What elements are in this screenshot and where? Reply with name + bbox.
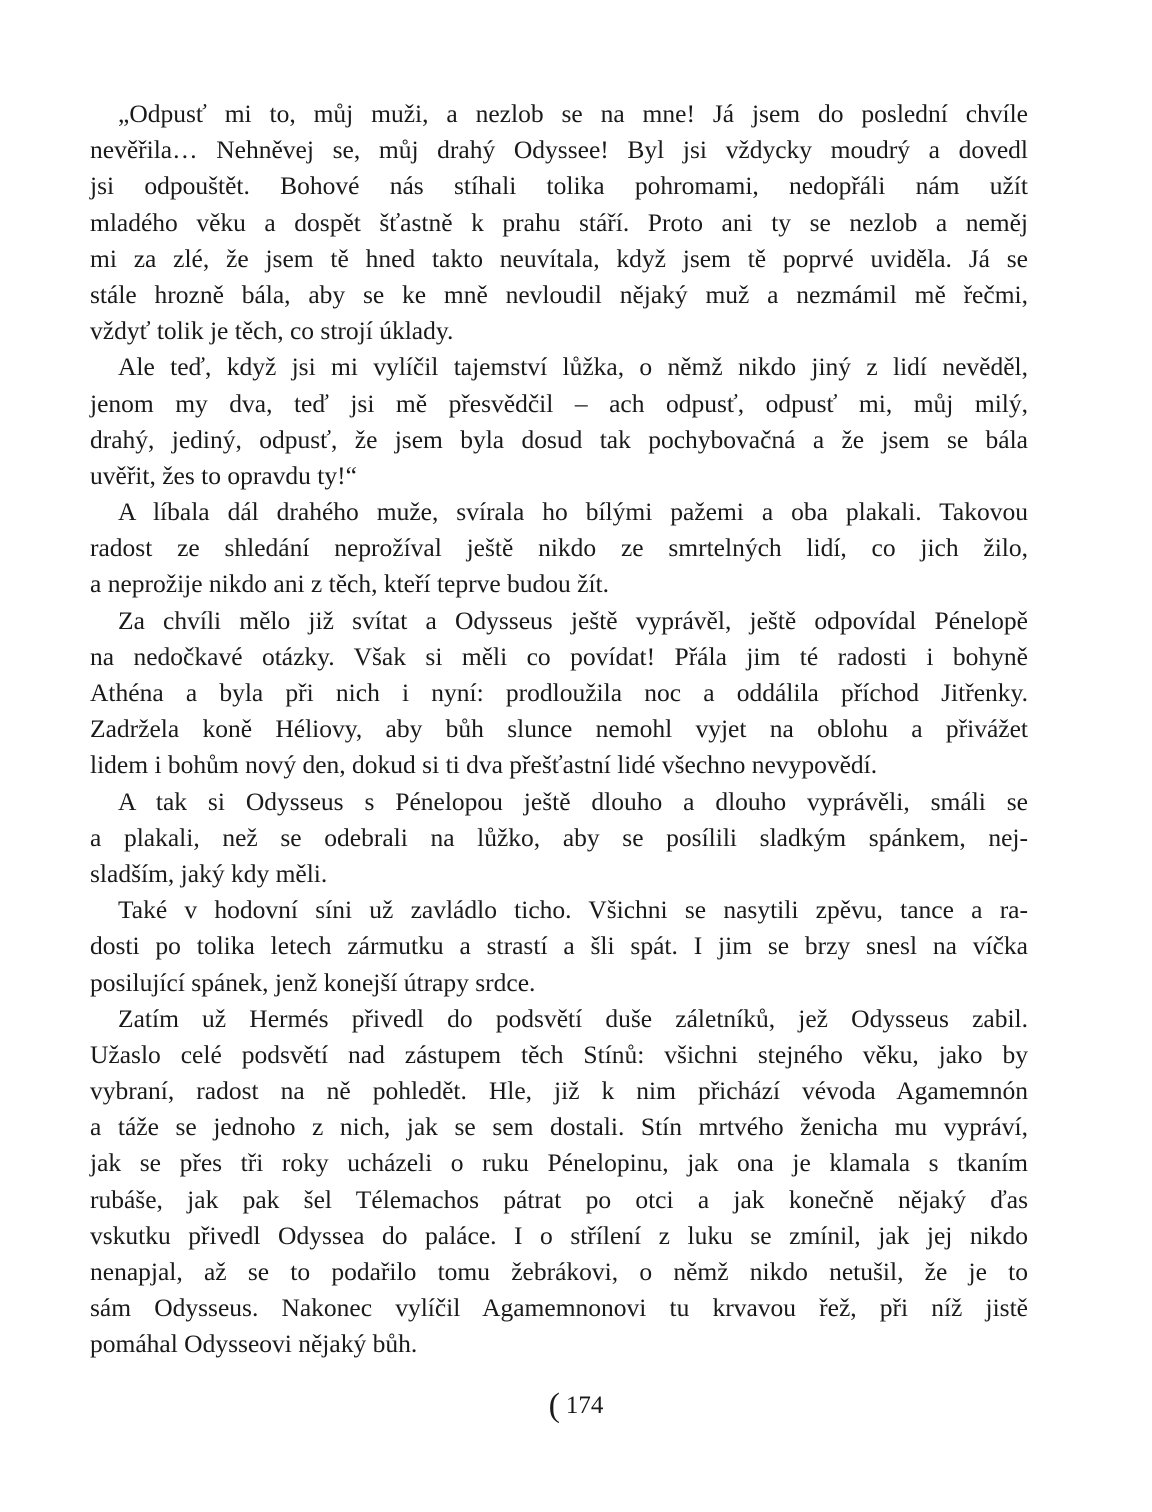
text-line: mladého věku a dospět šťastně k prahu stáří. Proto ani ty se nezlob a neměj xyxy=(90,207,1028,237)
text-line: drahý, jediný, odpusť, že jsem byla dosud tak pochybovačná a že jsem se bála xyxy=(90,424,1028,454)
text-line: Athéna a byla při nich i nyní: prodloužila noc a oddálila příchod Jitřenky. xyxy=(90,678,1028,707)
text-line: „Odpusť mi to, můj muži, a nezlob se na mne! Já jsem do poslední chvíle xyxy=(118,99,1028,128)
paragraph xyxy=(90,494,1028,603)
text-line: Také v hodovní síni už zavládlo ticho. Všichni se nasytili zpěvu, tance a ra- xyxy=(118,895,1028,925)
text-line: A tak si Odysseus s Pénelopou ještě dlouho a dlouho vyprávěli, smáli se xyxy=(118,786,1028,816)
text-line: jsi odpouštět. Bohové nás stíhali tolika pohromami, nedopřáli nám užít xyxy=(90,171,1028,201)
text-line: radost ze shledání neprožíval ještě nikdo ze smrtelných lidí, co jich žilo, xyxy=(90,533,1028,563)
text-line: a neprožije nikdo ani z těch, kteří teprve budou žít. xyxy=(90,569,610,599)
text-line: A líbala dál drahého muže, svírala ho bílými pažemi a oba plakali. Takovou xyxy=(118,497,1028,527)
folio-bracket-ornament: ( xyxy=(548,1387,560,1424)
text-line: sám Odysseus. Nakonec vylíčil Agamemnonovi tu krvavou řež, při níž jistě xyxy=(90,1293,1028,1323)
paragraph xyxy=(90,96,1028,349)
paragraph xyxy=(90,892,1028,1001)
text-line: nenapjal, až se to podařilo tomu žebrákovi, o němž nikdo netušil, že je to xyxy=(90,1257,1028,1286)
page-number-value: 174 xyxy=(565,1392,604,1419)
text-line: a táže se jednoho z nich, jak se sem dostali. Stín mrtvého ženicha mu vypráví, xyxy=(90,1112,1028,1142)
text-line: Užaslo celé podsvětí nad zástupem těch Stínů: všichni stejného věku, jako by xyxy=(90,1039,1028,1069)
text-line: pomáhal Odysseovi nějaký bůh. xyxy=(90,1329,418,1359)
paragraph xyxy=(90,349,1028,494)
text-line: a plakali, než se odebrali na lůžko, aby se posílili sladkým spánkem, nej- xyxy=(90,822,1028,852)
text-line: jak se přes tři roky ucházeli o ruku Pénelopinu, jak ona je klamala s tkaním xyxy=(90,1148,1028,1178)
text-line: stále hrozně bála, aby se ke mně nevloudil nějaký muž a nezmámil mě řečmi, xyxy=(90,279,1028,309)
paragraph xyxy=(90,603,1028,784)
text-line: nevěřila… Nehněvej se, můj drahý Odyssee! Byl jsi vždycky moudrý a dovedl xyxy=(90,135,1028,165)
text-line: mi za zlé, že jsem tě hned takto neuvítala, když jsem tě poprvé uviděla. Já se xyxy=(90,243,1028,273)
text-line: Za chvíli mělo již svítat a Odysseus ještě vyprávěl, ještě odpovídal Pénelopě xyxy=(118,605,1028,635)
text-line: na nedočkavé otázky. Však si měli co povídat! Přála jim té radosti i bohyně xyxy=(90,641,1028,671)
page-number xyxy=(0,1384,1152,1422)
text-line: rubáše, jak pak šel Télemachos pátrat po otci a jak konečně nějaký ďas xyxy=(90,1184,1028,1214)
text-line: Zatím už Hermés přivedl do podsvětí duše záletníků, jež Odysseus zabil. xyxy=(118,1003,1028,1033)
text-line: vždyť tolik je těch, co strojí úklady. xyxy=(90,316,454,346)
text-line: vybraní, radost na ně pohledět. Hle, již k nim přichází vévoda Agamemnón xyxy=(90,1076,1028,1106)
text-line: dosti po tolika letech zármutku a strastí a šli spát. I jim se brzy snesl na víčka xyxy=(90,931,1028,961)
text-line: Ale teď, když jsi mi vylíčil tajemství lůžka, o němž nikdo jiný z lidí nevěděl, xyxy=(118,352,1028,382)
text-line: uvěřit, žes to opravdu ty!“ xyxy=(90,460,357,490)
text-line: lidem i bohům nový den, dokud si ti dva přešťastní lidé všechno nevypovědí. xyxy=(90,750,878,780)
text-line: Zadržela koně Héliovy, aby bůh slunce nemohl vyjet na oblohu a přivážet xyxy=(90,714,1028,744)
text-line: sladším, jaký kdy měli. xyxy=(90,858,328,888)
paragraph xyxy=(90,1001,1028,1363)
text-line: posilující spánek, jenž konejší útrapy srdce. xyxy=(90,967,536,997)
paragraph xyxy=(90,784,1028,893)
text-line: vskutku přivedl Odyssea do paláce. I o střílení z luku se zmínil, jak jej nikdo xyxy=(90,1220,1028,1250)
book-page-text xyxy=(90,96,1028,1363)
text-line: jenom my dva, teď jsi mě přesvědčil – ach odpusť, odpusť mi, můj milý, xyxy=(90,388,1028,418)
